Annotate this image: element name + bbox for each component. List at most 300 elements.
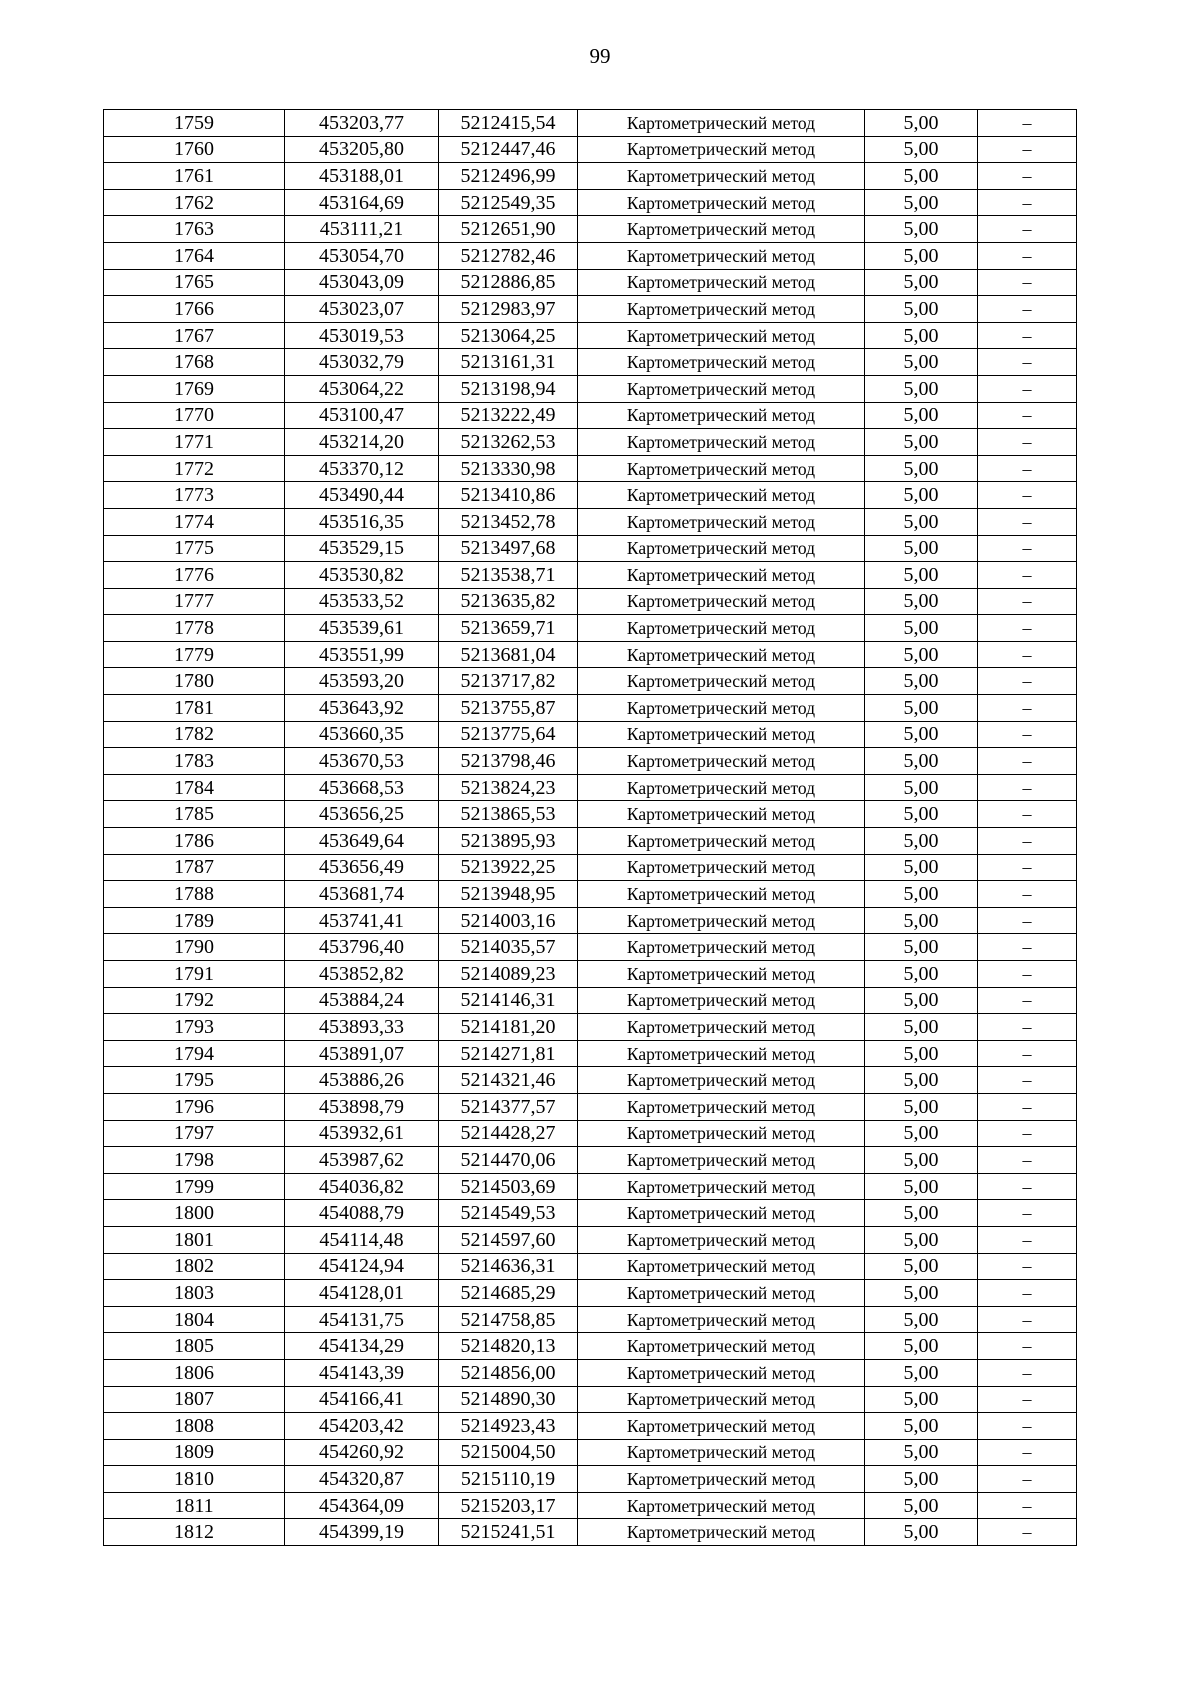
- x-coordinate-cell: 453370,12: [285, 455, 439, 482]
- accuracy-cell: 5,00: [865, 429, 978, 456]
- method-cell: Картометрический метод: [578, 748, 865, 775]
- dash-cell: –: [978, 402, 1077, 429]
- method-cell: Картометрический метод: [578, 535, 865, 562]
- accuracy-cell: 5,00: [865, 402, 978, 429]
- y-coordinate-cell: 5212651,90: [439, 216, 578, 243]
- point-number-cell: 1790: [104, 934, 285, 961]
- y-coordinate-cell: 5214470,06: [439, 1147, 578, 1174]
- method-cell: Картометрический метод: [578, 1280, 865, 1307]
- x-coordinate-cell: 453593,20: [285, 668, 439, 695]
- dash-cell: –: [978, 1439, 1077, 1466]
- accuracy-cell: 5,00: [865, 136, 978, 163]
- method-cell: Картометрический метод: [578, 934, 865, 961]
- point-number-cell: 1765: [104, 269, 285, 296]
- accuracy-cell: 5,00: [865, 1040, 978, 1067]
- accuracy-cell: 5,00: [865, 721, 978, 748]
- method-cell: Картометрический метод: [578, 1067, 865, 1094]
- table-row: [104, 1413, 1077, 1440]
- table-row: [104, 1173, 1077, 1200]
- dash-cell: –: [978, 748, 1077, 775]
- table-row: [104, 721, 1077, 748]
- method-cell: Картометрический метод: [578, 1200, 865, 1227]
- accuracy-cell: 5,00: [865, 1492, 978, 1519]
- table-row: [104, 1359, 1077, 1386]
- y-coordinate-cell: 5213262,53: [439, 429, 578, 456]
- dash-cell: –: [978, 695, 1077, 722]
- point-number-cell: 1808: [104, 1413, 285, 1440]
- accuracy-cell: 5,00: [865, 189, 978, 216]
- dash-cell: –: [978, 1519, 1077, 1546]
- method-cell: Картометрический метод: [578, 1413, 865, 1440]
- y-coordinate-cell: 5214035,57: [439, 934, 578, 961]
- point-number-cell: 1787: [104, 854, 285, 881]
- dash-cell: –: [978, 987, 1077, 1014]
- x-coordinate-cell: 454124,94: [285, 1253, 439, 1280]
- y-coordinate-cell: 5214377,57: [439, 1093, 578, 1120]
- x-coordinate-cell: 454114,48: [285, 1226, 439, 1253]
- point-number-cell: 1769: [104, 375, 285, 402]
- dash-cell: –: [978, 1093, 1077, 1120]
- point-number-cell: 1793: [104, 1014, 285, 1041]
- y-coordinate-cell: 5212983,97: [439, 296, 578, 323]
- x-coordinate-cell: 453891,07: [285, 1040, 439, 1067]
- point-number-cell: 1811: [104, 1492, 285, 1519]
- method-cell: Картометрический метод: [578, 455, 865, 482]
- x-coordinate-cell: 453643,92: [285, 695, 439, 722]
- table-row: [104, 1280, 1077, 1307]
- table-row: [104, 1306, 1077, 1333]
- method-cell: Картометрический метод: [578, 242, 865, 269]
- table-row: [104, 189, 1077, 216]
- y-coordinate-cell: 5215004,50: [439, 1439, 578, 1466]
- y-coordinate-cell: 5213681,04: [439, 641, 578, 668]
- y-coordinate-cell: 5213497,68: [439, 535, 578, 562]
- dash-cell: –: [978, 375, 1077, 402]
- method-cell: Картометрический метод: [578, 1093, 865, 1120]
- x-coordinate-cell: 454134,29: [285, 1333, 439, 1360]
- accuracy-cell: 5,00: [865, 455, 978, 482]
- y-coordinate-cell: 5213798,46: [439, 748, 578, 775]
- point-number-cell: 1802: [104, 1253, 285, 1280]
- accuracy-cell: 5,00: [865, 110, 978, 137]
- dash-cell: –: [978, 1492, 1077, 1519]
- y-coordinate-cell: 5213635,82: [439, 588, 578, 615]
- table-row: [104, 615, 1077, 642]
- dash-cell: –: [978, 934, 1077, 961]
- x-coordinate-cell: 453886,26: [285, 1067, 439, 1094]
- dash-cell: –: [978, 1200, 1077, 1227]
- table-row: [104, 801, 1077, 828]
- y-coordinate-cell: 5213895,93: [439, 828, 578, 855]
- point-number-cell: 1759: [104, 110, 285, 137]
- point-number-cell: 1781: [104, 695, 285, 722]
- accuracy-cell: 5,00: [865, 1386, 978, 1413]
- point-number-cell: 1761: [104, 163, 285, 190]
- accuracy-cell: 5,00: [865, 641, 978, 668]
- x-coordinate-cell: 453490,44: [285, 482, 439, 509]
- x-coordinate-cell: 453649,64: [285, 828, 439, 855]
- table-row: [104, 482, 1077, 509]
- dash-cell: –: [978, 322, 1077, 349]
- method-cell: Картометрический метод: [578, 1519, 865, 1546]
- accuracy-cell: 5,00: [865, 1439, 978, 1466]
- x-coordinate-cell: 453529,15: [285, 535, 439, 562]
- method-cell: Картометрический метод: [578, 1359, 865, 1386]
- point-number-cell: 1764: [104, 242, 285, 269]
- table-row: [104, 641, 1077, 668]
- y-coordinate-cell: 5214271,81: [439, 1040, 578, 1067]
- x-coordinate-cell: 453932,61: [285, 1120, 439, 1147]
- method-cell: Картометрический метод: [578, 508, 865, 535]
- table-row: [104, 429, 1077, 456]
- x-coordinate-cell: 453533,52: [285, 588, 439, 615]
- x-coordinate-cell: 454399,19: [285, 1519, 439, 1546]
- y-coordinate-cell: 5214321,46: [439, 1067, 578, 1094]
- accuracy-cell: 5,00: [865, 1014, 978, 1041]
- accuracy-cell: 5,00: [865, 961, 978, 988]
- point-number-cell: 1788: [104, 881, 285, 908]
- method-cell: Картометрический метод: [578, 189, 865, 216]
- point-number-cell: 1797: [104, 1120, 285, 1147]
- accuracy-cell: 5,00: [865, 1226, 978, 1253]
- point-number-cell: 1768: [104, 349, 285, 376]
- y-coordinate-cell: 5213064,25: [439, 322, 578, 349]
- point-number-cell: 1773: [104, 482, 285, 509]
- table-row: [104, 907, 1077, 934]
- method-cell: Картометрический метод: [578, 429, 865, 456]
- method-cell: Картометрический метод: [578, 375, 865, 402]
- point-number-cell: 1795: [104, 1067, 285, 1094]
- x-coordinate-cell: 454166,41: [285, 1386, 439, 1413]
- accuracy-cell: 5,00: [865, 695, 978, 722]
- table-row: [104, 216, 1077, 243]
- y-coordinate-cell: 5213755,87: [439, 695, 578, 722]
- x-coordinate-cell: 454036,82: [285, 1173, 439, 1200]
- x-coordinate-cell: 453032,79: [285, 349, 439, 376]
- dash-cell: –: [978, 881, 1077, 908]
- x-coordinate-cell: 454088,79: [285, 1200, 439, 1227]
- point-number-cell: 1772: [104, 455, 285, 482]
- accuracy-cell: 5,00: [865, 242, 978, 269]
- point-number-cell: 1799: [104, 1173, 285, 1200]
- method-cell: Картометрический метод: [578, 1253, 865, 1280]
- y-coordinate-cell: 5212549,35: [439, 189, 578, 216]
- table-row: [104, 1120, 1077, 1147]
- dash-cell: –: [978, 269, 1077, 296]
- dash-cell: –: [978, 136, 1077, 163]
- table-row: [104, 1147, 1077, 1174]
- dash-cell: –: [978, 1466, 1077, 1493]
- accuracy-cell: 5,00: [865, 1413, 978, 1440]
- table-row: [104, 1386, 1077, 1413]
- accuracy-cell: 5,00: [865, 828, 978, 855]
- method-cell: Картометрический метод: [578, 907, 865, 934]
- y-coordinate-cell: 5212782,46: [439, 242, 578, 269]
- dash-cell: –: [978, 535, 1077, 562]
- x-coordinate-cell: 453539,61: [285, 615, 439, 642]
- table-row: [104, 987, 1077, 1014]
- method-cell: Картометрический метод: [578, 1466, 865, 1493]
- x-coordinate-cell: 453670,53: [285, 748, 439, 775]
- method-cell: Картометрический метод: [578, 721, 865, 748]
- y-coordinate-cell: 5212886,85: [439, 269, 578, 296]
- point-number-cell: 1784: [104, 774, 285, 801]
- method-cell: Картометрический метод: [578, 1173, 865, 1200]
- table-row: [104, 375, 1077, 402]
- method-cell: Картометрический метод: [578, 1333, 865, 1360]
- y-coordinate-cell: 5214181,20: [439, 1014, 578, 1041]
- table-row: [104, 1492, 1077, 1519]
- method-cell: Картометрический метод: [578, 615, 865, 642]
- y-coordinate-cell: 5212447,46: [439, 136, 578, 163]
- accuracy-cell: 5,00: [865, 1306, 978, 1333]
- y-coordinate-cell: 5213452,78: [439, 508, 578, 535]
- table-row: [104, 881, 1077, 908]
- x-coordinate-cell: 453205,80: [285, 136, 439, 163]
- method-cell: Картометрический метод: [578, 562, 865, 589]
- x-coordinate-cell: 453884,24: [285, 987, 439, 1014]
- table-row: [104, 1093, 1077, 1120]
- y-coordinate-cell: 5213717,82: [439, 668, 578, 695]
- method-cell: Картометрический метод: [578, 216, 865, 243]
- table-row: [104, 1067, 1077, 1094]
- dash-cell: –: [978, 189, 1077, 216]
- point-number-cell: 1805: [104, 1333, 285, 1360]
- y-coordinate-cell: 5214685,29: [439, 1280, 578, 1307]
- accuracy-cell: 5,00: [865, 1519, 978, 1546]
- dash-cell: –: [978, 1173, 1077, 1200]
- accuracy-cell: 5,00: [865, 1359, 978, 1386]
- accuracy-cell: 5,00: [865, 322, 978, 349]
- method-cell: Картометрический метод: [578, 1439, 865, 1466]
- accuracy-cell: 5,00: [865, 987, 978, 1014]
- method-cell: Картометрический метод: [578, 1147, 865, 1174]
- table-row: [104, 1333, 1077, 1360]
- table-row: [104, 110, 1077, 137]
- method-cell: Картометрический метод: [578, 1014, 865, 1041]
- dash-cell: –: [978, 641, 1077, 668]
- dash-cell: –: [978, 508, 1077, 535]
- dash-cell: –: [978, 907, 1077, 934]
- dash-cell: –: [978, 110, 1077, 137]
- point-number-cell: 1807: [104, 1386, 285, 1413]
- dash-cell: –: [978, 1147, 1077, 1174]
- accuracy-cell: 5,00: [865, 375, 978, 402]
- point-number-cell: 1806: [104, 1359, 285, 1386]
- table-row: [104, 1040, 1077, 1067]
- y-coordinate-cell: 5214890,30: [439, 1386, 578, 1413]
- x-coordinate-cell: 454203,42: [285, 1413, 439, 1440]
- point-number-cell: 1809: [104, 1439, 285, 1466]
- method-cell: Картометрический метод: [578, 695, 865, 722]
- y-coordinate-cell: 5215110,19: [439, 1466, 578, 1493]
- point-number-cell: 1779: [104, 641, 285, 668]
- dash-cell: –: [978, 668, 1077, 695]
- table-row: [104, 349, 1077, 376]
- y-coordinate-cell: 5214503,69: [439, 1173, 578, 1200]
- accuracy-cell: 5,00: [865, 588, 978, 615]
- point-number-cell: 1804: [104, 1306, 285, 1333]
- x-coordinate-cell: 453898,79: [285, 1093, 439, 1120]
- table-row: [104, 828, 1077, 855]
- table-row: [104, 455, 1077, 482]
- x-coordinate-cell: 453064,22: [285, 375, 439, 402]
- point-number-cell: 1775: [104, 535, 285, 562]
- y-coordinate-cell: 5213410,86: [439, 482, 578, 509]
- method-cell: Картометрический метод: [578, 641, 865, 668]
- method-cell: Картометрический метод: [578, 987, 865, 1014]
- y-coordinate-cell: 5213824,23: [439, 774, 578, 801]
- x-coordinate-cell: 453188,01: [285, 163, 439, 190]
- dash-cell: –: [978, 455, 1077, 482]
- y-coordinate-cell: 5215203,17: [439, 1492, 578, 1519]
- method-cell: Картометрический метод: [578, 1226, 865, 1253]
- y-coordinate-cell: 5214923,43: [439, 1413, 578, 1440]
- y-coordinate-cell: 5214856,00: [439, 1359, 578, 1386]
- y-coordinate-cell: 5214758,85: [439, 1306, 578, 1333]
- x-coordinate-cell: 453668,53: [285, 774, 439, 801]
- method-cell: Картометрический метод: [578, 668, 865, 695]
- accuracy-cell: 5,00: [865, 907, 978, 934]
- point-number-cell: 1783: [104, 748, 285, 775]
- y-coordinate-cell: 5212496,99: [439, 163, 578, 190]
- point-number-cell: 1812: [104, 1519, 285, 1546]
- table-row: [104, 136, 1077, 163]
- x-coordinate-cell: 453203,77: [285, 110, 439, 137]
- x-coordinate-cell: 453551,99: [285, 641, 439, 668]
- accuracy-cell: 5,00: [865, 1147, 978, 1174]
- point-number-cell: 1786: [104, 828, 285, 855]
- point-number-cell: 1776: [104, 562, 285, 589]
- method-cell: Картометрический метод: [578, 1040, 865, 1067]
- table-row: [104, 588, 1077, 615]
- dash-cell: –: [978, 1226, 1077, 1253]
- accuracy-cell: 5,00: [865, 1253, 978, 1280]
- x-coordinate-cell: 453741,41: [285, 907, 439, 934]
- accuracy-cell: 5,00: [865, 1067, 978, 1094]
- accuracy-cell: 5,00: [865, 881, 978, 908]
- x-coordinate-cell: 454131,75: [285, 1306, 439, 1333]
- table-row: [104, 1519, 1077, 1546]
- point-number-cell: 1789: [104, 907, 285, 934]
- method-cell: Картометрический метод: [578, 402, 865, 429]
- x-coordinate-cell: 453681,74: [285, 881, 439, 908]
- dash-cell: –: [978, 961, 1077, 988]
- accuracy-cell: 5,00: [865, 615, 978, 642]
- dash-cell: –: [978, 1040, 1077, 1067]
- y-coordinate-cell: 5213948,95: [439, 881, 578, 908]
- table-row: [104, 1014, 1077, 1041]
- y-coordinate-cell: 5214820,13: [439, 1333, 578, 1360]
- table-row: [104, 562, 1077, 589]
- dash-cell: –: [978, 349, 1077, 376]
- dash-cell: –: [978, 615, 1077, 642]
- method-cell: Картометрический метод: [578, 881, 865, 908]
- dash-cell: –: [978, 429, 1077, 456]
- y-coordinate-cell: 5214003,16: [439, 907, 578, 934]
- table-row: [104, 934, 1077, 961]
- dash-cell: –: [978, 1014, 1077, 1041]
- x-coordinate-cell: 453019,53: [285, 322, 439, 349]
- table-row: [104, 508, 1077, 535]
- method-cell: Картометрический метод: [578, 828, 865, 855]
- dash-cell: –: [978, 854, 1077, 881]
- x-coordinate-cell: 453530,82: [285, 562, 439, 589]
- dash-cell: –: [978, 1386, 1077, 1413]
- x-coordinate-cell: 453987,62: [285, 1147, 439, 1174]
- coordinates-table-body: [104, 110, 1077, 1546]
- table-row: [104, 961, 1077, 988]
- point-number-cell: 1801: [104, 1226, 285, 1253]
- accuracy-cell: 5,00: [865, 1200, 978, 1227]
- dash-cell: –: [978, 1359, 1077, 1386]
- dash-cell: –: [978, 163, 1077, 190]
- y-coordinate-cell: 5215241,51: [439, 1519, 578, 1546]
- point-number-cell: 1778: [104, 615, 285, 642]
- y-coordinate-cell: 5213198,94: [439, 375, 578, 402]
- x-coordinate-cell: 453100,47: [285, 402, 439, 429]
- dash-cell: –: [978, 1120, 1077, 1147]
- x-coordinate-cell: 453656,25: [285, 801, 439, 828]
- y-coordinate-cell: 5213659,71: [439, 615, 578, 642]
- dash-cell: –: [978, 1253, 1077, 1280]
- method-cell: Картометрический метод: [578, 854, 865, 881]
- y-coordinate-cell: 5214428,27: [439, 1120, 578, 1147]
- table-row: [104, 774, 1077, 801]
- accuracy-cell: 5,00: [865, 1120, 978, 1147]
- accuracy-cell: 5,00: [865, 1466, 978, 1493]
- accuracy-cell: 5,00: [865, 508, 978, 535]
- accuracy-cell: 5,00: [865, 774, 978, 801]
- table-row: [104, 322, 1077, 349]
- y-coordinate-cell: 5213775,64: [439, 721, 578, 748]
- table-row: [104, 1200, 1077, 1227]
- accuracy-cell: 5,00: [865, 1093, 978, 1120]
- y-coordinate-cell: 5214549,53: [439, 1200, 578, 1227]
- x-coordinate-cell: 453656,49: [285, 854, 439, 881]
- point-number-cell: 1791: [104, 961, 285, 988]
- table-row: [104, 854, 1077, 881]
- method-cell: Картометрический метод: [578, 136, 865, 163]
- y-coordinate-cell: 5214146,31: [439, 987, 578, 1014]
- dash-cell: –: [978, 296, 1077, 323]
- accuracy-cell: 5,00: [865, 163, 978, 190]
- dash-cell: –: [978, 828, 1077, 855]
- dash-cell: –: [978, 1306, 1077, 1333]
- point-number-cell: 1760: [104, 136, 285, 163]
- x-coordinate-cell: 454128,01: [285, 1280, 439, 1307]
- y-coordinate-cell: 5213922,25: [439, 854, 578, 881]
- table-row: [104, 1226, 1077, 1253]
- accuracy-cell: 5,00: [865, 668, 978, 695]
- accuracy-cell: 5,00: [865, 562, 978, 589]
- x-coordinate-cell: 453164,69: [285, 189, 439, 216]
- method-cell: Картометрический метод: [578, 482, 865, 509]
- y-coordinate-cell: 5213538,71: [439, 562, 578, 589]
- x-coordinate-cell: 453796,40: [285, 934, 439, 961]
- method-cell: Картометрический метод: [578, 774, 865, 801]
- accuracy-cell: 5,00: [865, 296, 978, 323]
- coordinates-table: [103, 109, 1077, 1546]
- table-row: [104, 668, 1077, 695]
- accuracy-cell: 5,00: [865, 934, 978, 961]
- y-coordinate-cell: 5213330,98: [439, 455, 578, 482]
- point-number-cell: 1770: [104, 402, 285, 429]
- dash-cell: –: [978, 1413, 1077, 1440]
- dash-cell: –: [978, 1333, 1077, 1360]
- method-cell: Картометрический метод: [578, 588, 865, 615]
- dash-cell: –: [978, 1067, 1077, 1094]
